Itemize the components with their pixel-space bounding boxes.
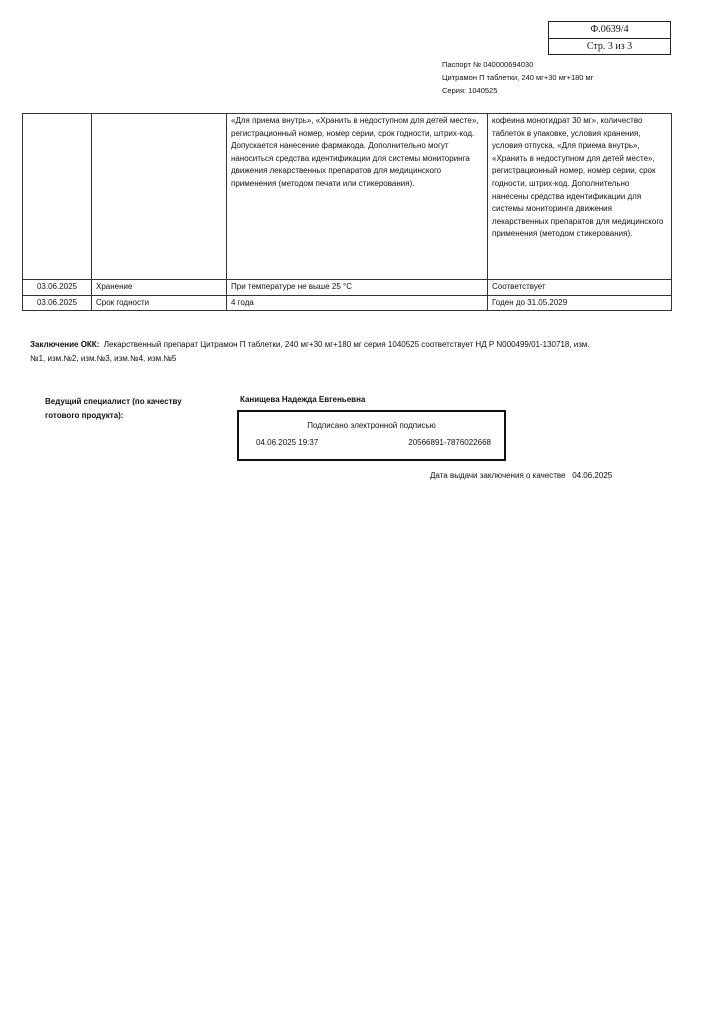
table-cell-date (23, 114, 92, 280)
form-code: Ф.0639/4 (590, 24, 629, 35)
table-cell-indicator: Срок годности (92, 295, 227, 311)
conclusion-text: Лекарственный препарат Цитрамон П таблетки, 240 мг+30 мг+180 мг серия 1040525 соответствует НД Р N000499/01-130718, изм.№1, изм.№2, изм.№3, изм.№4, изм.№5 (30, 340, 590, 363)
table-cell-indicator: Хранение (92, 280, 227, 296)
form-code-box (548, 21, 671, 55)
table-row (23, 280, 672, 296)
issue-label: Дата выдачи заключения о качестве (430, 471, 566, 480)
table-row (23, 295, 672, 311)
table-cell-result: кофеина моногидрат 30 мг», количество таблеток в упаковке, условия хранения, условия отпуска, «Для приема внутрь», «Хранить в недоступном для детей месте», регистрационный номер, номер серии, срок годности, штрих-код. Дополнительно нанесены средства идентификации для системы мониторинга движения лекарственных препаратов для медицинского применения (методом стикерования). (488, 114, 672, 280)
passport-number: Паспорт № 040000694030 (442, 60, 534, 69)
table-cell-result: Годен до 31.05.2029 (488, 295, 672, 311)
table-cell-date: 03.06.2025 (23, 280, 92, 296)
conclusion (30, 338, 590, 366)
passport-product: Цитрамон П таблетки, 240 мг+30 мг+180 мг (442, 73, 594, 82)
table-cell-norm: «Для приема внутрь», «Хранить в недоступном для детей месте», регистрационный номер, номер серии, срок годности, штрих-код. Допускается нанесение фармакода. Дополнительно могут наноситься средства идентификации для системы мониторинга движения лекарственных препаратов для медицинского применения (методом печати или стикерования). (227, 114, 488, 280)
passport-header (442, 58, 593, 97)
table-cell-norm: При температуре не выше 25 °С (227, 280, 488, 296)
quality-table (22, 113, 672, 311)
signature-stamp (237, 410, 506, 461)
page-number: Стр. 3 из 3 (549, 38, 670, 55)
signature-number: 20566891-7876022668 (408, 438, 491, 447)
conclusion-label: Заключение ОКК: (30, 340, 100, 349)
table-cell-date: 03.06.2025 (23, 295, 92, 311)
specialist-label: Ведущий специалист (по качеству готового продукта): (45, 397, 182, 420)
table-cell-result: Соответствует (488, 280, 672, 296)
table-cell-indicator (92, 114, 227, 280)
signature-title: Подписано электронной подписью (307, 421, 436, 430)
issue-date-line (430, 471, 612, 480)
specialist-name: Канищева Надежда Евгеньевна (240, 395, 366, 404)
table-row (23, 114, 672, 280)
passport-series: Серия: 1040525 (442, 86, 498, 95)
issue-date: 04.06.2025 (572, 471, 613, 480)
table-cell-norm: 4 года (227, 295, 488, 311)
signature-datetime: 04.06.2025 19:37 (256, 438, 319, 447)
